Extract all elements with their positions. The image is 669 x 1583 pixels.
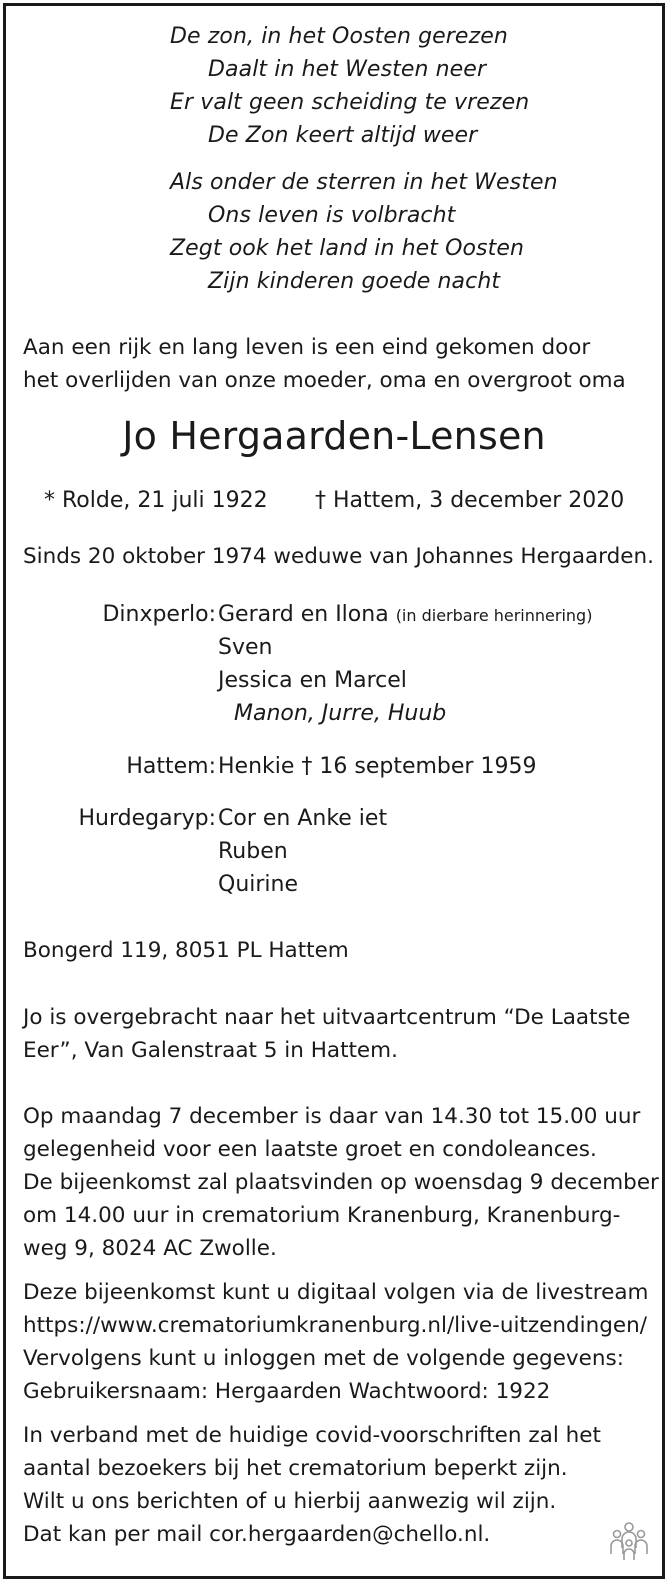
family-place: Dinxperlo:: [102, 602, 216, 627]
family-member: Jessica en Marcel: [218, 668, 407, 693]
poem-line: De zon, in het Oosten gerezen: [170, 24, 508, 49]
family-member: Henkie † 16 september 1959: [218, 754, 537, 779]
paragraph-line: om 14.00 uur in crematorium Kranenburg, Kranenburg-: [23, 1203, 621, 1228]
poem-line: Zijn kinderen goede nacht: [208, 269, 501, 294]
poem-line: De Zon keert altijd weer: [208, 123, 478, 148]
family-member: Ruben: [218, 839, 288, 864]
paragraph-line: De bijeenkomst zal plaatsvinden op woensdag 9 december: [23, 1170, 659, 1195]
contact-email-line[interactable]: Dat kan per mail cor.hergaarden@chello.nl.: [23, 1522, 491, 1547]
paragraph-line: weg 9, 8024 AC Zwolle.: [23, 1236, 277, 1261]
deceased-name: Jo Hergaarden-Lensen: [122, 414, 546, 458]
death-info: † Hattem, 3 december 2020: [315, 488, 625, 513]
birth-info: * Rolde, 21 juli 1922: [44, 488, 268, 513]
paragraph-line: In verband met de huidige covid-voorschriften zal het: [23, 1423, 601, 1448]
family-member: Manon, Jurre, Huub: [234, 701, 447, 726]
poem-line: Zegt ook het land in het Oosten: [170, 236, 525, 261]
paragraph-line: gelegenheid voor een laatste groet en condoleances.: [23, 1137, 597, 1162]
address: Bongerd 119, 8051 PL Hattem: [23, 938, 349, 963]
paragraph-line: aantal bezoekers bij het crematorium beperkt zijn.: [23, 1456, 568, 1481]
family-member-name: Gerard en Ilona: [218, 602, 389, 627]
poem-line: Er valt geen scheiding te vrezen: [170, 90, 530, 115]
family-member: Sven: [218, 635, 273, 660]
obituary-card: [3, 3, 665, 1579]
paragraph-line: Deze bijeenkomst kunt u digitaal volgen via de livestream: [23, 1280, 649, 1305]
family-member: [218, 602, 592, 627]
paragraph-line: Wilt u ons berichten of u hierbij aanwezig wil zijn.: [23, 1489, 557, 1514]
family-place: Hattem:: [126, 754, 216, 779]
paragraph-line: Gebruikersnaam: Hergaarden Wachtwoord: 1922: [23, 1379, 551, 1404]
intro-line: Aan een rijk en lang leven is een eind gekomen door: [23, 335, 591, 360]
widow-line: Sinds 20 oktober 1974 weduwe van Johannes Hergaarden.: [23, 544, 654, 569]
family-member: Quirine: [218, 872, 299, 897]
family-member-note: (in dierbare herinnering): [395, 606, 593, 625]
paragraph-line: Eer”, Van Galenstraat 5 in Hattem.: [23, 1038, 398, 1063]
people-group-icon: [607, 1518, 651, 1562]
livestream-url[interactable]: https://www.crematoriumkranenburg.nl/live-uitzendingen/: [23, 1313, 648, 1338]
poem-line: Daalt in het Westen neer: [208, 57, 487, 82]
intro-line: het overlijden van onze moeder, oma en overgroot oma: [23, 368, 626, 393]
poem-line: Als onder de sterren in het Westen: [170, 170, 558, 195]
family-member: Cor en Anke iet: [218, 806, 388, 831]
poem-line: Ons leven is volbracht: [208, 203, 456, 228]
paragraph-line: Op maandag 7 december is daar van 14.30 tot 15.00 uur: [23, 1104, 641, 1129]
paragraph-line: Vervolgens kunt u inloggen met de volgende gegevens:: [23, 1346, 624, 1371]
paragraph-line: Jo is overgebracht naar het uitvaartcentrum “De Laatste: [23, 1005, 631, 1030]
family-place: Hurdegaryp:: [78, 806, 216, 831]
